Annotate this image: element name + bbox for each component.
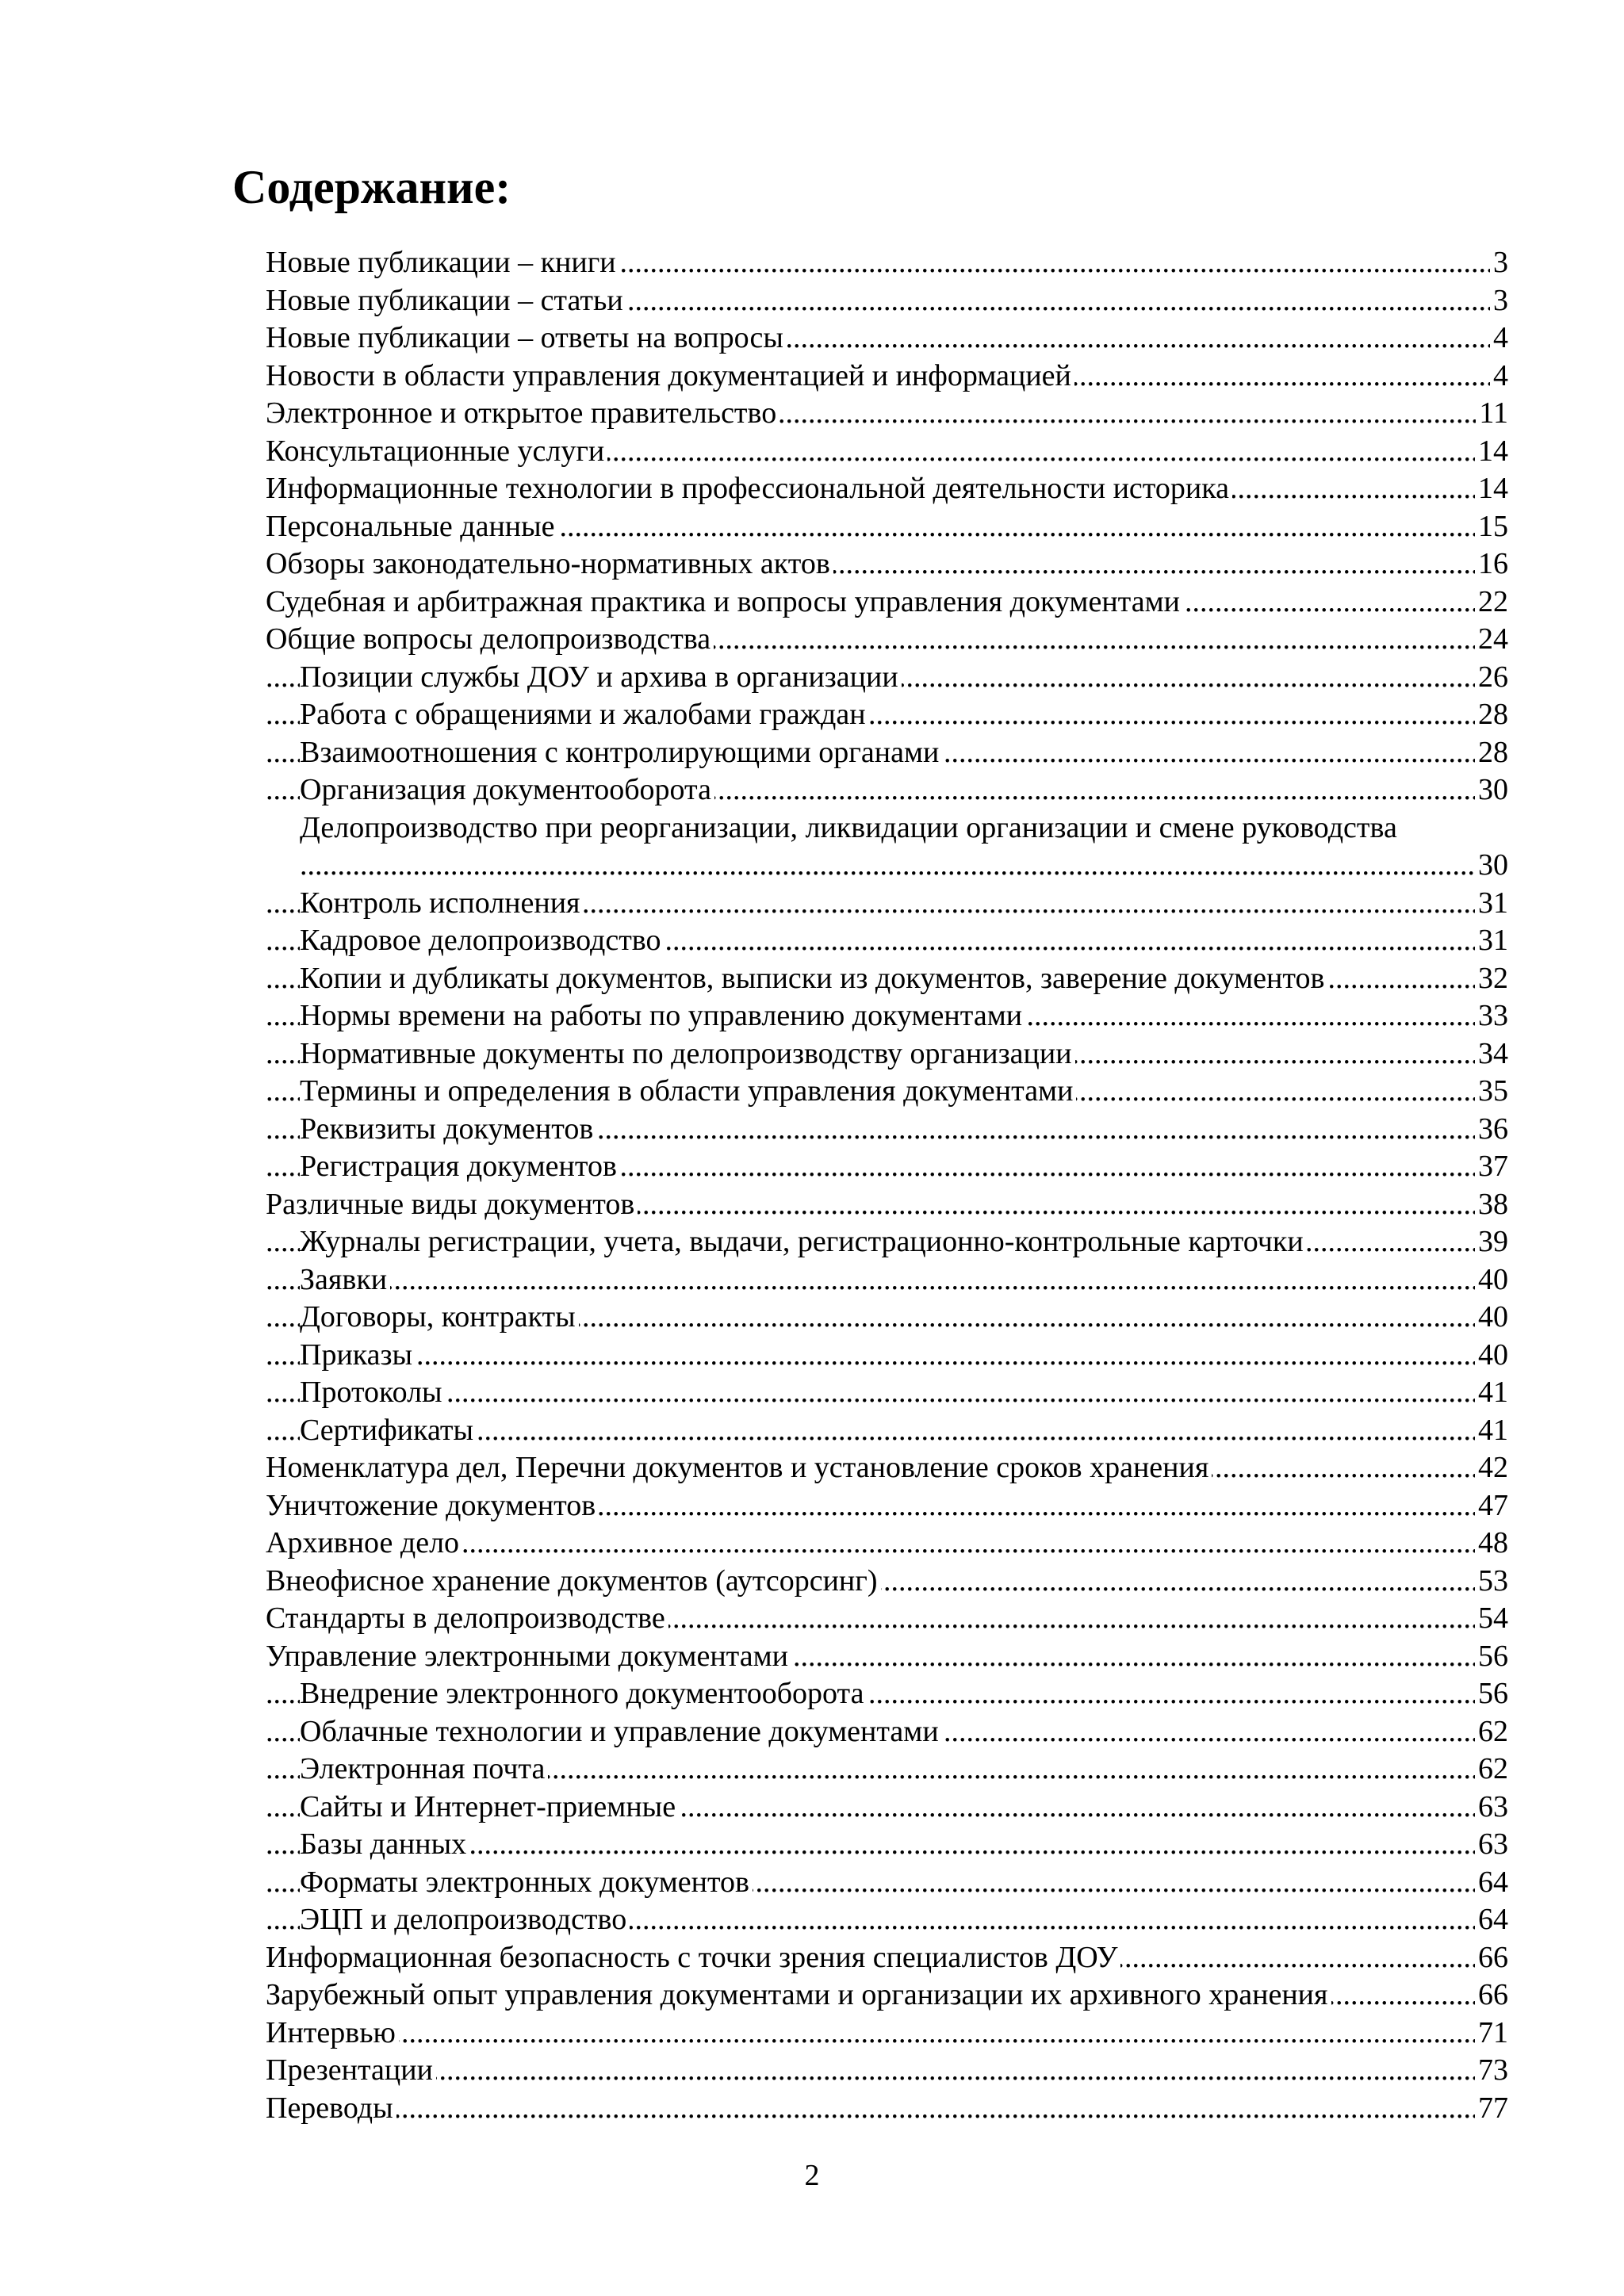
toc-entry[interactable]	[266, 433, 1508, 471]
toc-entry-label: Обзоры законодательно-нормативных актов	[266, 547, 833, 580]
toc-entry-page: 30	[1475, 847, 1508, 885]
toc-entry[interactable]	[266, 960, 1508, 998]
toc-entry-label: Приказы	[300, 1338, 416, 1372]
toc-entry-page: 73	[1475, 2052, 1508, 2090]
page-number: 2	[804, 2159, 820, 2192]
toc-title: Содержание:	[232, 161, 511, 213]
toc-entry-label: Сайты и Интернет-приемные	[300, 1790, 679, 1823]
toc-entry[interactable]	[266, 771, 1508, 809]
toc-entry[interactable]	[266, 1449, 1508, 1487]
toc-entry-page: 26	[1475, 659, 1508, 697]
toc-entry[interactable]	[266, 1751, 1508, 1789]
toc-entry[interactable]	[266, 1713, 1508, 1751]
toc-entry-label: Делопроизводство при реорганизации, ликвидации организации и смене руководства	[300, 811, 1400, 844]
toc-entry[interactable]	[266, 1826, 1508, 1864]
toc-entry-page: 37	[1475, 1148, 1508, 1186]
toc-entry-page: 42	[1475, 1449, 1508, 1487]
toc-entry[interactable]	[266, 358, 1508, 396]
toc-entry-page: 77	[1475, 2090, 1508, 2128]
toc-entry-label: Персональные данные	[266, 510, 558, 543]
toc-entry-label: Управление электронными документами	[266, 1640, 791, 1673]
toc-entry-page: 62	[1475, 1713, 1508, 1751]
toc-entry[interactable]	[266, 1675, 1508, 1713]
toc-entry[interactable]	[266, 1901, 1508, 1939]
toc-entry[interactable]	[266, 1111, 1508, 1149]
toc-entry-page: 47	[1475, 1487, 1508, 1525]
toc-entry-label: Новые публикации – ответы на вопросы	[266, 321, 787, 354]
toc-entry[interactable]	[266, 997, 1508, 1035]
toc-entry-page: 40	[1475, 1337, 1508, 1375]
toc-entry-page: 62	[1475, 1751, 1508, 1789]
toc-entry[interactable]	[266, 584, 1508, 622]
toc-entry-page: 3	[1490, 244, 1508, 282]
toc-entry-label: Уничтожение документов	[266, 1489, 599, 1522]
toc-entry-label: Консультационные услуги	[266, 434, 607, 468]
toc-entry-label: Общие вопросы делопроизводства	[266, 622, 714, 656]
toc-entry-label: Термины и определения в области управления документами	[300, 1074, 1076, 1108]
toc-entry[interactable]	[266, 621, 1508, 659]
toc-entry[interactable]	[266, 395, 1508, 433]
toc-entry-page: 38	[1475, 1186, 1508, 1224]
toc-entry[interactable]	[266, 696, 1508, 734]
toc-entry-page: 54	[1475, 1600, 1508, 1638]
toc-entry[interactable]	[266, 508, 1508, 546]
toc-entry[interactable]	[266, 2090, 1508, 2128]
toc-entry-label: Зарубежный опыт управления документами и организации их архивного хранения	[266, 1978, 1331, 2011]
toc-entry[interactable]	[266, 1073, 1508, 1111]
toc-entry-label: Внеофисное хранение документов (аутсорсинг)	[266, 1564, 881, 1598]
toc-entry-label: Нормативные документы по делопроизводству организации	[300, 1037, 1075, 1070]
toc-entry-label: Организация документооборота	[300, 773, 714, 806]
toc-entry-label: Электронное и открытое правительство	[266, 396, 779, 430]
toc-entry-label: Новые публикации – статьи	[266, 284, 626, 317]
toc-entry[interactable]	[266, 1374, 1508, 1412]
toc-entry-page: 35	[1475, 1073, 1508, 1111]
toc-entry-label: Архивное дело	[266, 1526, 462, 1559]
toc-entry-page: 33	[1475, 997, 1508, 1035]
toc-entry-page: 28	[1475, 734, 1508, 772]
toc-entry-label: ЭЦП и делопроизводство	[300, 1903, 630, 1936]
toc-entry-page: 31	[1475, 885, 1508, 923]
toc-entry-label: Внедрение электронного документооборота	[300, 1677, 867, 1710]
toc-entry-label: Презентации	[266, 2053, 436, 2087]
toc-entry[interactable]	[266, 244, 1508, 282]
toc-entry-page: 4	[1490, 358, 1508, 396]
toc-entry-page: 34	[1475, 1035, 1508, 1073]
toc-entry[interactable]	[266, 1261, 1508, 1299]
toc-entry-page: 48	[1475, 1525, 1508, 1563]
toc-entry-label: Информационные технологии в профессиональной деятельности историка	[266, 472, 1232, 505]
toc-entry[interactable]	[266, 2052, 1508, 2090]
toc-entry-label: Базы данных	[300, 1827, 469, 1861]
toc-entry-page: 64	[1475, 1901, 1508, 1939]
toc-entry-page: 14	[1475, 470, 1508, 508]
toc-entry-page: 53	[1475, 1563, 1508, 1601]
toc-entry-page: 41	[1475, 1412, 1508, 1450]
toc-entry-label: Переводы	[266, 2091, 396, 2125]
toc-entry-label: Взаимоотношения с контролирующими органами	[300, 736, 942, 769]
toc-entry-page: 66	[1475, 1976, 1508, 2015]
toc-entry-label: Новости в области управления документацией и информацией	[266, 359, 1074, 392]
toc-entry[interactable]	[266, 282, 1508, 320]
toc-entry[interactable]	[266, 809, 1508, 885]
toc-entry[interactable]	[266, 1864, 1508, 1902]
toc-entry-label: Стандарты в делопроизводстве	[266, 1601, 668, 1635]
toc-entry-label: Информационная безопасность с точки зрения специалистов ДОУ	[266, 1941, 1120, 1974]
toc-entry-label: Нормы времени на работы по управлению документами	[300, 999, 1025, 1032]
toc-entry-page: 24	[1475, 621, 1508, 659]
toc-entry[interactable]	[266, 1563, 1508, 1601]
table-of-contents	[266, 244, 1508, 2127]
toc-entry-page: 28	[1475, 696, 1508, 734]
toc-entry-label: Контроль исполнения	[300, 886, 584, 920]
toc-entry-page: 16	[1475, 545, 1508, 584]
toc-entry-page: 41	[1475, 1374, 1508, 1412]
toc-entry[interactable]	[266, 1525, 1508, 1563]
toc-entry-label: Заявки	[300, 1263, 390, 1296]
toc-entry-page: 22	[1475, 584, 1508, 622]
toc-entry[interactable]	[266, 1148, 1508, 1186]
toc-entry[interactable]	[266, 1223, 1508, 1261]
toc-entry-label: Протоколы	[300, 1376, 446, 1409]
toc-entry-page: 11	[1476, 395, 1508, 433]
toc-entry-label: Номенклатура дел, Перечни документов и установление сроков хранения	[266, 1451, 1212, 1484]
toc-entry-page: 30	[1475, 771, 1508, 809]
toc-entry[interactable]	[266, 1412, 1508, 1450]
toc-entry-label: Новые публикации – книги	[266, 246, 619, 279]
toc-entry-label: Судебная и арбитражная практика и вопросы управления документами	[266, 585, 1183, 618]
toc-entry[interactable]	[266, 470, 1508, 508]
toc-entry-page: 39	[1475, 1223, 1508, 1261]
toc-entry[interactable]	[266, 922, 1508, 960]
toc-entry[interactable]	[266, 885, 1508, 923]
toc-entry[interactable]	[266, 734, 1508, 772]
toc-entry-page: 32	[1475, 960, 1508, 998]
toc-entry[interactable]	[266, 1939, 1508, 1977]
toc-entry-page: 63	[1475, 1789, 1508, 1827]
toc-entry[interactable]	[266, 1600, 1508, 1638]
toc-entry[interactable]	[266, 1299, 1508, 1337]
toc-entry-page: 66	[1475, 1939, 1508, 1977]
toc-entry-label: Регистрация документов	[300, 1150, 620, 1183]
toc-entry[interactable]	[266, 1487, 1508, 1525]
toc-entry-label: Облачные технологии и управление документами	[300, 1715, 942, 1748]
toc-entry[interactable]	[266, 1976, 1508, 2015]
toc-entry-page: 4	[1490, 320, 1508, 358]
toc-entry-page: 63	[1475, 1826, 1508, 1864]
toc-entry-label: Договоры, контракты	[300, 1300, 579, 1334]
toc-entry-label: Сертификаты	[300, 1414, 477, 1447]
toc-entry[interactable]	[266, 1789, 1508, 1827]
toc-entry-page: 3	[1490, 282, 1508, 320]
toc-entry-page: 56	[1475, 1638, 1508, 1676]
toc-entry-label: Кадровое делопроизводство	[300, 924, 664, 957]
toc-entry-label: Различные виды документов	[266, 1188, 638, 1221]
toc-entry-label: Форматы электронных документов	[300, 1866, 753, 1899]
toc-entry-page: 40	[1475, 1261, 1508, 1299]
toc-entry[interactable]	[266, 1035, 1508, 1073]
toc-entry-label: Журналы регистрации, учета, выдачи, регистрационно-контрольные карточки	[300, 1225, 1307, 1258]
toc-entry[interactable]	[266, 545, 1508, 584]
toc-entry-label: Электронная почта	[300, 1752, 548, 1785]
toc-entry[interactable]	[266, 320, 1508, 358]
toc-entry-page: 64	[1475, 1864, 1508, 1902]
toc-entry-page: 15	[1475, 508, 1508, 546]
toc-entry-page: 36	[1475, 1111, 1508, 1149]
toc-entry-page: 71	[1475, 2015, 1508, 2053]
toc-entry-label: Копии и дубликаты документов, выписки из документов, заверение документов	[300, 962, 1327, 995]
toc-entry-label: Интервью	[266, 2016, 399, 2049]
toc-entry[interactable]	[266, 659, 1508, 697]
toc-entry[interactable]	[266, 1186, 1508, 1224]
toc-entry-label: Позиции службы ДОУ и архива в организации	[300, 660, 902, 694]
toc-entry[interactable]	[266, 1337, 1508, 1375]
toc-entry-page: 56	[1475, 1675, 1508, 1713]
toc-entry-label: Работа с обращениями и жалобами граждан	[300, 698, 869, 731]
toc-entry[interactable]	[266, 2015, 1508, 2053]
toc-entry-page: 31	[1475, 922, 1508, 960]
toc-entry-page: 40	[1475, 1299, 1508, 1337]
toc-entry-label: Реквизиты документов	[300, 1112, 596, 1146]
toc-entry-page: 14	[1475, 433, 1508, 471]
toc-entry[interactable]	[266, 1638, 1508, 1676]
